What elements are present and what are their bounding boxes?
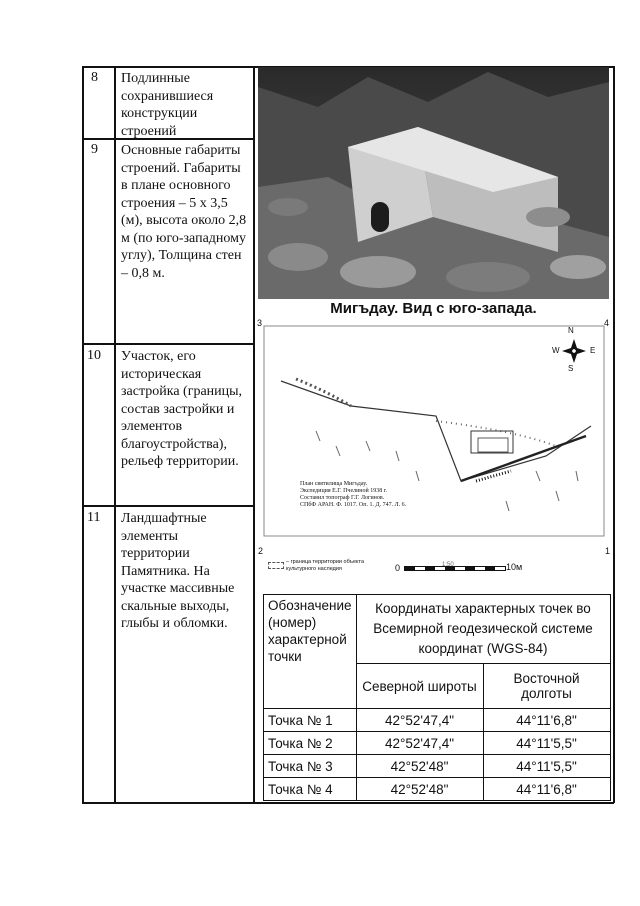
point-lat: 42°52'48" — [356, 778, 483, 801]
table-row — [264, 732, 611, 755]
legend-swatch — [268, 562, 284, 569]
scale-ratio: 1:50 — [442, 562, 454, 568]
compass-label-n: N — [568, 326, 574, 335]
point-lat: 42°52'47,4" — [356, 732, 483, 755]
point-lat: 42°52'47,4" — [356, 709, 483, 732]
compass-label-e: E — [590, 346, 596, 355]
row-number: 10 — [87, 348, 101, 363]
col-header-lat: Северной широты — [356, 664, 483, 709]
table-border-left — [82, 66, 84, 803]
scale-bar — [404, 566, 506, 571]
plan-corner-number: 4 — [604, 318, 610, 328]
plan-note-line: Составил топограф Г.Г. Логинов. — [300, 495, 385, 501]
point-lon: 44°11'5,5" — [483, 755, 610, 778]
point-name: Точка № 2 — [264, 732, 357, 755]
col-header-lon: Восточной долготы — [483, 664, 610, 709]
legend-text: – граница территории объекта культурного наследия — [286, 559, 365, 572]
compass-label-w: W — [552, 346, 560, 355]
point-lon: 44°11'6,8" — [483, 709, 610, 732]
coordinates-table — [263, 594, 611, 801]
table-border-bottom — [82, 802, 614, 804]
point-lat: 42°52'48" — [356, 755, 483, 778]
row-number: 9 — [91, 142, 98, 157]
plan-note-line: Экспедиция Е.Г. Пчелиной 1938 г. — [300, 488, 388, 494]
compass-label-s: S — [568, 364, 574, 373]
plan-corner-number: 1 — [605, 546, 611, 556]
point-lon: 44°11'6,8" — [483, 778, 610, 801]
scale-end: 10м — [506, 562, 523, 572]
row-number: 11 — [87, 510, 101, 525]
site-plan — [256, 321, 612, 551]
plan-note-line: СПбФ АРАН. Ф. 1017. Оп. 1. Д. 747. Л. 6. — [300, 502, 407, 508]
site-photo — [258, 67, 609, 299]
row-description: Ландшафтные элементы территории Памятника. На участке массивные скальные выходы, глыбы и обломки. — [121, 511, 235, 631]
plan-corner-number: 3 — [257, 318, 263, 328]
scale-start: 0 — [395, 563, 401, 573]
row-number: 8 — [91, 70, 98, 85]
table-row — [264, 709, 611, 732]
table-border-right — [613, 66, 615, 803]
compass-icon — [562, 339, 586, 363]
plan-note — [300, 481, 406, 509]
site-photo-drawing — [258, 67, 609, 299]
col-header-point: Обозначение (номер) характерной точки — [264, 595, 357, 709]
table-col-divider-1 — [114, 66, 116, 803]
row-description: Участок, его историческая застройка (границы, состав застройки и элементов благоустройства), рельеф территории. — [121, 349, 243, 469]
col-header-coordinates: Координаты характерных точек во Всемирной геодезической системе координат (WGS-84) — [356, 595, 610, 664]
point-lon: 44°11'5,5" — [483, 732, 610, 755]
plan-corner-number: 2 — [258, 546, 264, 556]
table-col-divider-2 — [253, 66, 255, 803]
row-divider-9-10 — [82, 343, 254, 345]
row-description: Основные габариты строений. Габариты в плане основного строения – 5 х 3,5 (м), высота около 2,8 м (по юго-западному углу), Толщина стен – 0,8 м. — [121, 143, 247, 281]
plan-note-line: План святилища Мигъдау. — [300, 481, 368, 487]
site-plan-drawing — [256, 321, 612, 551]
point-name: Точка № 3 — [264, 755, 357, 778]
row-divider-10-11 — [82, 505, 254, 507]
point-name: Точка № 1 — [264, 709, 357, 732]
table-row — [264, 778, 611, 801]
photo-caption: Мигъдау. Вид с юго-запада. — [330, 300, 537, 317]
row-description: Подлинные сохранившиеся конструкции строений — [121, 71, 214, 139]
table-row — [264, 755, 611, 778]
point-name: Точка № 4 — [264, 778, 357, 801]
